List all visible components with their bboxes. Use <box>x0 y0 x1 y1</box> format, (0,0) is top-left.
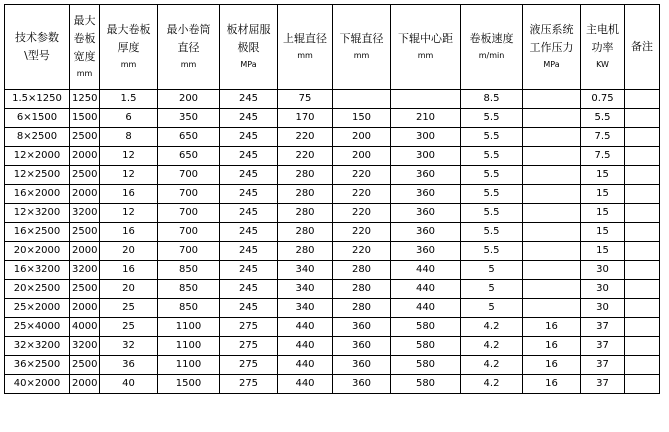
table-cell: 650 <box>158 147 220 166</box>
table-cell: 280 <box>278 223 333 242</box>
table-cell: 16 <box>100 223 158 242</box>
table-cell <box>625 223 660 242</box>
table-cell: 15 <box>581 166 625 185</box>
table-cell: 200 <box>158 90 220 109</box>
column-unit: mm <box>353 51 370 60</box>
column-unit: mm <box>180 60 197 69</box>
table-cell: 5.5 <box>461 185 523 204</box>
table-cell: 440 <box>278 318 333 337</box>
table-cell: 12 <box>100 166 158 185</box>
table-cell: 280 <box>278 242 333 261</box>
table-cell: 245 <box>220 90 278 109</box>
column-header-line: 下辊直径 <box>339 32 384 45</box>
table-cell: 340 <box>278 261 333 280</box>
table-cell: 16×3200 <box>5 261 70 280</box>
table-cell: 360 <box>333 337 391 356</box>
table-cell: 340 <box>278 299 333 318</box>
table-cell: 220 <box>333 242 391 261</box>
table-cell: 36 <box>100 356 158 375</box>
table-cell: 245 <box>220 261 278 280</box>
column-header-line: 最小卷筒 <box>166 23 211 36</box>
table-cell <box>625 90 660 109</box>
table-cell: 245 <box>220 166 278 185</box>
column-header <box>333 5 391 90</box>
table-cell <box>625 242 660 261</box>
table-cell: 300 <box>391 147 461 166</box>
table-cell: 37 <box>581 375 625 394</box>
column-header <box>100 5 158 90</box>
table-row <box>5 318 660 337</box>
column-header <box>581 5 625 90</box>
table-cell: 4000 <box>70 318 100 337</box>
table-cell: 40 <box>100 375 158 394</box>
table-cell: 245 <box>220 128 278 147</box>
column-header-line: 备注 <box>631 40 653 53</box>
table-cell: 36×2500 <box>5 356 70 375</box>
column-unit: m/min <box>478 51 505 60</box>
table-cell: 5.5 <box>461 242 523 261</box>
table-cell: 280 <box>278 185 333 204</box>
table-body <box>5 90 660 394</box>
table-cell: 12×3200 <box>5 204 70 223</box>
table-cell: 170 <box>278 109 333 128</box>
table-cell: 200 <box>333 147 391 166</box>
table-cell <box>625 280 660 299</box>
table-cell: 440 <box>391 280 461 299</box>
table-cell: 6 <box>100 109 158 128</box>
table-cell: 580 <box>391 318 461 337</box>
table-row <box>5 109 660 128</box>
table-cell: 360 <box>391 223 461 242</box>
table-cell: 5 <box>461 280 523 299</box>
table-cell: 280 <box>333 299 391 318</box>
table-cell: 5.5 <box>581 109 625 128</box>
table-cell <box>625 337 660 356</box>
table-cell: 700 <box>158 166 220 185</box>
table-cell: 16 <box>100 261 158 280</box>
table-cell <box>625 375 660 394</box>
table-cell: 440 <box>278 337 333 356</box>
table-cell: 2500 <box>70 166 100 185</box>
table-row <box>5 280 660 299</box>
table-cell: 2000 <box>70 147 100 166</box>
column-header-line: 最大卷板 <box>106 23 151 36</box>
table-cell: 440 <box>278 356 333 375</box>
table-row <box>5 375 660 394</box>
table-cell <box>625 356 660 375</box>
table-cell: 220 <box>333 223 391 242</box>
table-cell: 700 <box>158 223 220 242</box>
table-cell: 1.5 <box>100 90 158 109</box>
table-cell: 700 <box>158 185 220 204</box>
table-cell: 75 <box>278 90 333 109</box>
table-cell: 275 <box>220 375 278 394</box>
column-unit: KW <box>596 60 609 69</box>
table-cell <box>523 147 581 166</box>
table-cell: 20×2500 <box>5 280 70 299</box>
table-cell: 280 <box>278 204 333 223</box>
column-unit: MPa <box>543 60 560 69</box>
column-header <box>625 5 660 90</box>
table-cell: 220 <box>333 204 391 223</box>
table-cell: 360 <box>391 166 461 185</box>
table-cell: 32×3200 <box>5 337 70 356</box>
table-cell: 37 <box>581 337 625 356</box>
table-cell: 1100 <box>158 356 220 375</box>
table-row <box>5 204 660 223</box>
table-row <box>5 166 660 185</box>
table-cell: 1100 <box>158 337 220 356</box>
table-row <box>5 90 660 109</box>
table-cell: 700 <box>158 242 220 261</box>
table-cell: 4.2 <box>461 337 523 356</box>
table-cell: 37 <box>581 356 625 375</box>
table-cell: 210 <box>391 109 461 128</box>
table-cell: 37 <box>581 318 625 337</box>
table-cell: 12 <box>100 204 158 223</box>
column-header-line: 上辊直径 <box>283 32 327 45</box>
table-row <box>5 356 660 375</box>
table-cell <box>523 128 581 147</box>
table-cell: 16 <box>523 318 581 337</box>
table-cell: 2500 <box>70 223 100 242</box>
table-cell: 2000 <box>70 185 100 204</box>
table-cell: 8.5 <box>461 90 523 109</box>
column-header-line: 厚度 <box>117 41 140 54</box>
table-cell: 1.5×1250 <box>5 90 70 109</box>
table-cell: 245 <box>220 147 278 166</box>
column-header-line: 下辊中心距 <box>398 32 453 45</box>
table-cell: 25 <box>100 318 158 337</box>
table-cell <box>523 261 581 280</box>
table-cell <box>625 185 660 204</box>
column-unit: mm <box>76 69 93 78</box>
column-header-line: 宽度 <box>73 50 96 63</box>
table-cell: 580 <box>391 375 461 394</box>
table-cell: 360 <box>333 356 391 375</box>
table-cell: 245 <box>220 223 278 242</box>
column-header <box>220 5 278 90</box>
table-cell: 580 <box>391 356 461 375</box>
table-cell: 245 <box>220 109 278 128</box>
table-cell <box>523 204 581 223</box>
table-row <box>5 337 660 356</box>
table-cell: 3200 <box>70 261 100 280</box>
table-cell: 2000 <box>70 242 100 261</box>
table-row <box>5 147 660 166</box>
column-header <box>461 5 523 90</box>
column-header-line: 卷板 <box>73 32 96 45</box>
table-cell: 850 <box>158 299 220 318</box>
table-cell <box>625 166 660 185</box>
table-cell: 150 <box>333 109 391 128</box>
table-cell: 1500 <box>158 375 220 394</box>
table-cell: 5.5 <box>461 204 523 223</box>
table-cell: 440 <box>278 375 333 394</box>
table-cell: 3200 <box>70 337 100 356</box>
column-header <box>70 5 100 90</box>
table-cell: 440 <box>391 261 461 280</box>
column-header-line: 最大 <box>73 14 96 27</box>
table-cell: 220 <box>278 128 333 147</box>
table-cell <box>523 166 581 185</box>
table-cell: 360 <box>333 375 391 394</box>
column-header-line: 液压系统 <box>529 23 574 36</box>
table-row <box>5 261 660 280</box>
table-cell <box>625 109 660 128</box>
table-cell: 4.2 <box>461 318 523 337</box>
table-cell: 30 <box>581 280 625 299</box>
column-header-line: 极限 <box>237 41 260 54</box>
table-cell: 2000 <box>70 375 100 394</box>
table-cell: 16 <box>523 337 581 356</box>
column-header <box>391 5 461 90</box>
table-cell: 275 <box>220 318 278 337</box>
table-cell <box>523 223 581 242</box>
table-cell: 360 <box>391 204 461 223</box>
column-header <box>158 5 220 90</box>
spec-table <box>4 4 660 394</box>
table-cell: 220 <box>333 166 391 185</box>
table-cell: 280 <box>333 261 391 280</box>
table-cell: 5.5 <box>461 223 523 242</box>
table-cell: 650 <box>158 128 220 147</box>
table-cell: 360 <box>391 242 461 261</box>
table-cell <box>625 261 660 280</box>
table-row <box>5 299 660 318</box>
table-cell: 200 <box>333 128 391 147</box>
table-cell <box>523 90 581 109</box>
column-unit: MPa <box>240 60 257 69</box>
table-cell: 12×2000 <box>5 147 70 166</box>
table-cell: 580 <box>391 337 461 356</box>
table-cell: 25×4000 <box>5 318 70 337</box>
column-header-line: \型号 <box>24 49 50 62</box>
table-cell: 1500 <box>70 109 100 128</box>
table-cell: 40×2000 <box>5 375 70 394</box>
table-cell: 340 <box>278 280 333 299</box>
table-cell: 2500 <box>70 356 100 375</box>
table-cell: 16×2500 <box>5 223 70 242</box>
table-cell: 16 <box>100 185 158 204</box>
table-cell: 280 <box>278 166 333 185</box>
table-cell <box>523 299 581 318</box>
table-cell: 2500 <box>70 280 100 299</box>
table-cell: 32 <box>100 337 158 356</box>
table-cell: 4.2 <box>461 375 523 394</box>
table-cell: 12 <box>100 147 158 166</box>
table-cell: 5 <box>461 261 523 280</box>
table-cell: 220 <box>333 185 391 204</box>
table-cell: 15 <box>581 223 625 242</box>
table-cell <box>625 147 660 166</box>
table-cell: 350 <box>158 109 220 128</box>
table-cell: 360 <box>333 318 391 337</box>
table-row <box>5 242 660 261</box>
table-cell <box>523 185 581 204</box>
table-cell: 1100 <box>158 318 220 337</box>
table-cell: 2500 <box>70 128 100 147</box>
table-cell: 5.5 <box>461 166 523 185</box>
table-cell: 5.5 <box>461 109 523 128</box>
table-cell: 12×2500 <box>5 166 70 185</box>
column-header <box>5 5 70 90</box>
table-cell: 360 <box>391 185 461 204</box>
table-cell: 5.5 <box>461 128 523 147</box>
column-header <box>523 5 581 90</box>
table-cell: 7.5 <box>581 128 625 147</box>
table-cell <box>333 90 391 109</box>
table-cell: 5.5 <box>461 147 523 166</box>
table-cell: 16×2000 <box>5 185 70 204</box>
table-row <box>5 185 660 204</box>
table-cell: 3200 <box>70 204 100 223</box>
column-header <box>278 5 333 90</box>
table-cell: 25 <box>100 299 158 318</box>
table-cell: 15 <box>581 185 625 204</box>
table-cell: 8×2500 <box>5 128 70 147</box>
column-header-line: 板材屈服 <box>226 23 271 36</box>
table-cell: 30 <box>581 261 625 280</box>
table-cell: 6×1500 <box>5 109 70 128</box>
column-header-line: 工作压力 <box>529 41 574 54</box>
table-cell: 7.5 <box>581 147 625 166</box>
table-cell: 245 <box>220 280 278 299</box>
table-cell: 5 <box>461 299 523 318</box>
table-cell: 440 <box>391 299 461 318</box>
table-cell <box>523 109 581 128</box>
table-cell: 850 <box>158 280 220 299</box>
table-cell <box>523 280 581 299</box>
table-cell: 8 <box>100 128 158 147</box>
table-cell: 300 <box>391 128 461 147</box>
table-cell: 15 <box>581 242 625 261</box>
table-cell: 245 <box>220 204 278 223</box>
header-row <box>5 5 660 90</box>
column-header-line: 直径 <box>177 41 200 54</box>
table-cell: 275 <box>220 337 278 356</box>
table-cell <box>625 128 660 147</box>
table-cell: 0.75 <box>581 90 625 109</box>
table-cell: 220 <box>278 147 333 166</box>
table-cell: 1250 <box>70 90 100 109</box>
table-cell: 245 <box>220 185 278 204</box>
column-unit: mm <box>417 51 434 60</box>
table-cell: 16 <box>523 356 581 375</box>
table-cell <box>391 90 461 109</box>
column-header-line: 主电机 <box>586 23 619 36</box>
table-cell: 245 <box>220 299 278 318</box>
table-cell: 850 <box>158 261 220 280</box>
table-cell: 245 <box>220 242 278 261</box>
table-cell: 20 <box>100 280 158 299</box>
table-cell <box>625 318 660 337</box>
table-cell: 275 <box>220 356 278 375</box>
table-cell: 700 <box>158 204 220 223</box>
table-row <box>5 223 660 242</box>
column-header-line: 技术参数 <box>15 31 59 44</box>
column-unit: mm <box>297 51 313 60</box>
table-cell: 2000 <box>70 299 100 318</box>
table-cell: 16 <box>523 375 581 394</box>
table-cell <box>625 299 660 318</box>
column-header-line: 卷板速度 <box>469 32 514 45</box>
table-row <box>5 128 660 147</box>
table-cell: 25×2000 <box>5 299 70 318</box>
column-unit: mm <box>120 60 137 69</box>
table-cell <box>625 204 660 223</box>
table-cell: 20×2000 <box>5 242 70 261</box>
table-cell <box>523 242 581 261</box>
table-header <box>5 5 660 90</box>
table-cell: 20 <box>100 242 158 261</box>
table-cell: 30 <box>581 299 625 318</box>
table-cell: 280 <box>333 280 391 299</box>
table-cell: 15 <box>581 204 625 223</box>
column-header-line: 功率 <box>591 41 614 54</box>
table-cell: 4.2 <box>461 356 523 375</box>
